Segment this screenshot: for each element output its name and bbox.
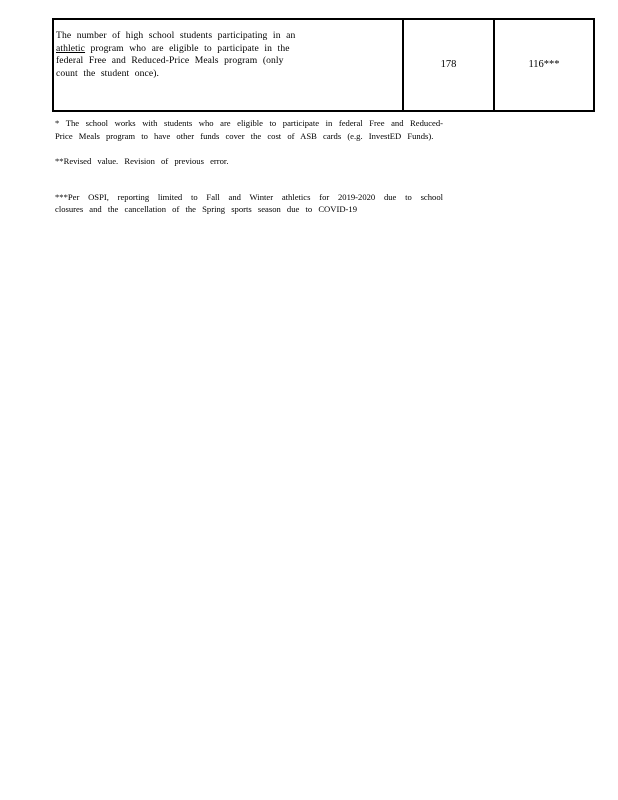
table-row — [53, 19, 594, 111]
footnotes — [55, 117, 443, 216]
footnote-3: ***Per OSPI, reporting limited to Fall and Winter athletics for 2019-2020 due to school closures and the cancellation of the Spring sports season due to COVID-19 — [55, 191, 443, 215]
description-underlined-word: athletic — [56, 42, 86, 54]
value-cell-1 — [403, 19, 494, 111]
footnote-1: * The school works with students who are eligible to participate in federal Free and Reduced-Price Meals program to have other funds cover the cost of ASB cards (e.g. InvestED Funds). — [55, 118, 443, 141]
data-table — [52, 18, 595, 112]
footnote-2: **Revised value. Revision of previous error. — [55, 156, 229, 167]
description-line-4: count the student once). — [56, 67, 160, 79]
value-2: 116*** — [528, 58, 560, 70]
description-line-2: program who are eligible to participate in the — [85, 42, 290, 54]
description-cell — [53, 19, 403, 111]
description-line-1: The number of high school students participating in an — [56, 30, 296, 41]
value-cell-2 — [494, 19, 594, 111]
value-1: 178 — [440, 58, 457, 70]
description-text — [56, 30, 374, 80]
description-line-3: federal Free and Reduced-Price Meals program (only — [56, 55, 284, 67]
